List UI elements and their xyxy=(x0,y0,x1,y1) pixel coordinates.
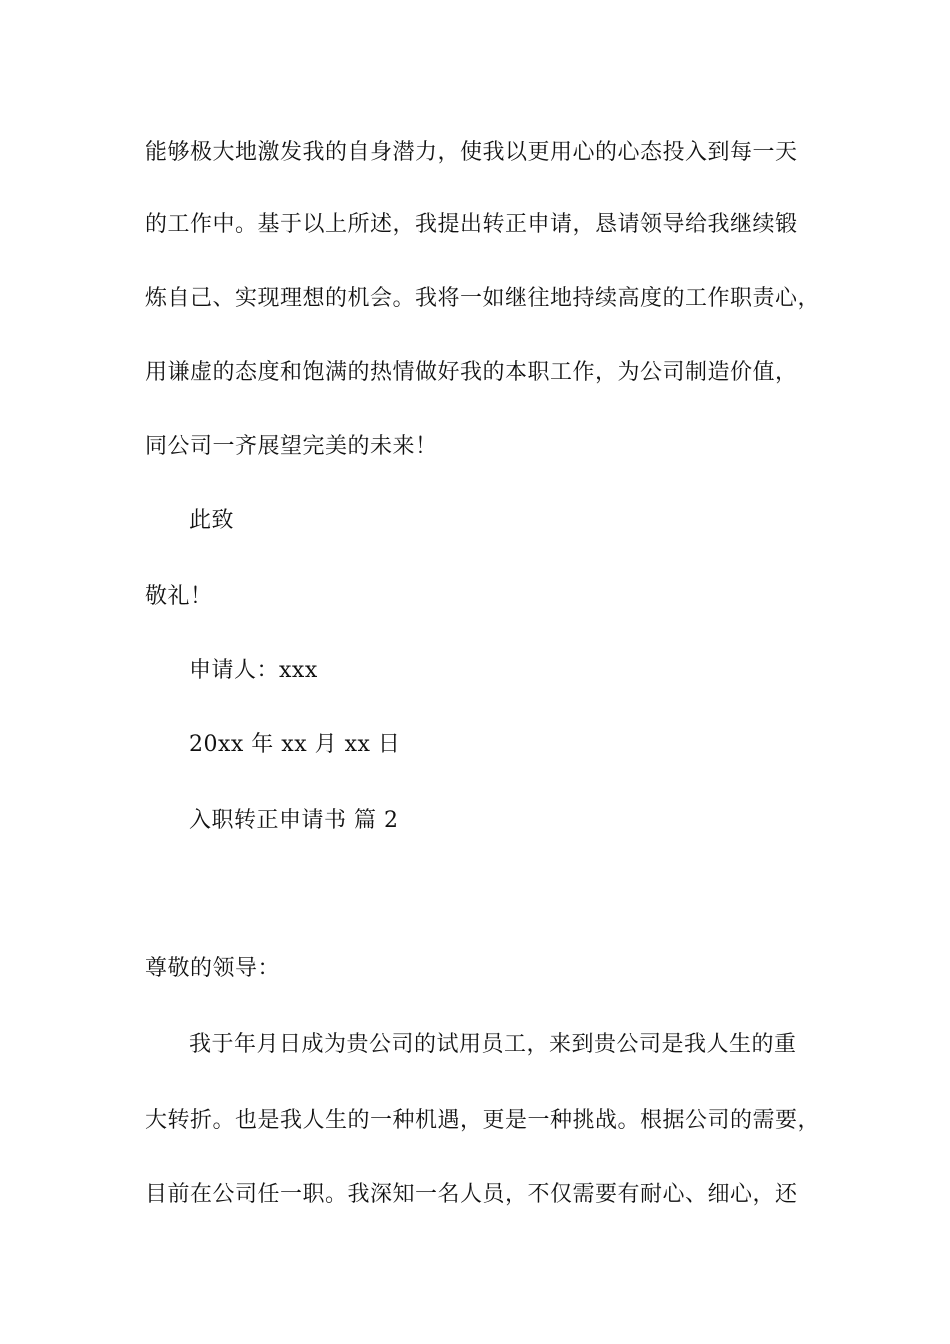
paragraph-line: 的工作中。基于以上所述，我提出转正申请，恳请领导给我继续锻 xyxy=(145,212,798,237)
closing-line: 此致 xyxy=(189,508,235,533)
paragraph-line: 用谦虚的态度和饱满的热情做好我的本职工作，为公司制造价值， xyxy=(145,360,798,385)
paragraph-line: 大转折。也是我人生的一种机遇，更是一种挑战。根据公司的需要， xyxy=(145,1108,821,1133)
closing-line: 敬礼！ xyxy=(145,584,213,609)
salutation-line: 尊敬的领导： xyxy=(145,956,281,981)
applicant-line: 申请人：xxx xyxy=(189,658,318,683)
paragraph-line: 同公司一齐展望完美的未来！ xyxy=(145,434,438,459)
paragraph-line: 目前在公司任一职。我深知一名人员，不仅需要有耐心、细心，还 xyxy=(145,1182,798,1207)
paragraph-line: 炼自己、实现理想的机会。我将一如继往地持续高度的工作职责心， xyxy=(145,286,821,311)
date-line: 20xx 年 xx 月 xx 日 xyxy=(189,732,401,757)
paragraph-line: 能够极大地激发我的自身潜力，使我以更用心的心态投入到每一天 xyxy=(145,140,798,165)
paragraph-line: 我于年月日成为贵公司的试用员工，来到贵公司是我人生的重 xyxy=(189,1032,797,1057)
section-title: 入职转正申请书 篇 2 xyxy=(189,808,399,833)
